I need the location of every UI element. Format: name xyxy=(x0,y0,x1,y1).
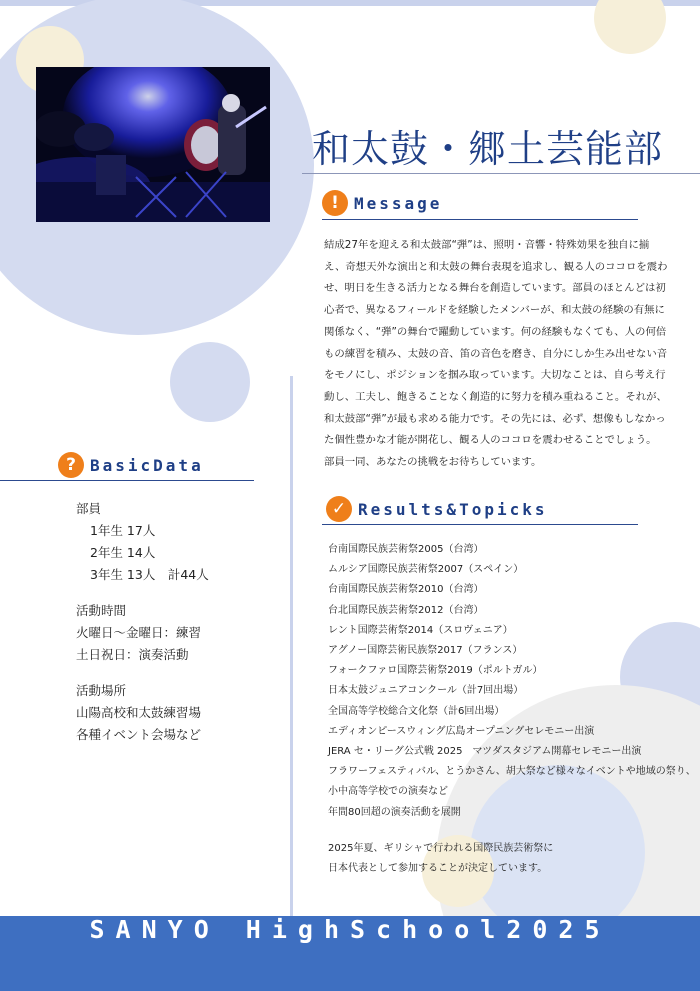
performance-photo xyxy=(36,67,270,222)
result-item: ムルシア国際民族芸術祭2007（スペイン） xyxy=(328,564,524,576)
result-item: 台北国際民族芸術祭2012（台湾） xyxy=(328,604,484,616)
results-spacer xyxy=(328,823,688,839)
result-item: エディオンピースウィング広島オープニングセレモニー出演 xyxy=(328,725,595,737)
result-item: 小中高等学校での演奏など xyxy=(328,786,448,798)
message-divider xyxy=(322,219,638,220)
message-label: Message xyxy=(354,193,443,213)
result-item: 年間80回超の演奏活動を展開 xyxy=(328,806,461,818)
question-icon: ? xyxy=(58,452,84,478)
place-practice-hall: 山陽高校和太鼓練習場 xyxy=(76,705,202,720)
page-title: 和太鼓・郷土芸能部 xyxy=(312,127,664,171)
result-note-line: 日本代表として参加することが決定しています。 xyxy=(328,863,548,875)
title-divider xyxy=(302,173,700,174)
basic-data-label: BasicData xyxy=(90,455,204,475)
result-note-line: 2025年夏、ギリシャで行われる国際民族芸術祭に xyxy=(328,842,554,854)
results-list xyxy=(328,540,696,879)
activity-time-group xyxy=(76,600,209,666)
result-item: レント国際芸術祭2014（スロヴェニア） xyxy=(328,624,513,636)
result-item: アグノー国際芸術民族祭2017（フランス） xyxy=(328,645,523,657)
results-divider xyxy=(322,524,638,525)
grade-3-count: 3年生 13人 計44人 xyxy=(90,567,209,582)
result-item: 日本太鼓ジュニアコンクール（計7回出場） xyxy=(328,685,524,697)
column-divider xyxy=(290,376,293,916)
decor-circle-small xyxy=(170,342,250,422)
members-group xyxy=(76,498,209,586)
grade-1-count: 1年生 17人 xyxy=(90,523,156,538)
activity-place-label: 活動場所 xyxy=(76,683,127,698)
basic-data-heading xyxy=(58,452,204,478)
members-label: 部員 xyxy=(76,501,102,516)
result-item: JERA セ・リーグ公式戦 2025 マツダスタジアム開幕セレモニー出演 xyxy=(328,746,642,758)
grade-2-count: 2年生 14人 xyxy=(90,545,156,560)
footer-text: SANYO HighSchool2025 xyxy=(89,915,611,944)
result-item: フォークファロ国際芸術祭2019（ポルトガル） xyxy=(328,665,543,677)
results-heading xyxy=(326,496,548,522)
result-item: 台南国際民族芸術祭2010（台湾） xyxy=(328,584,484,596)
result-item: 台南国際民族芸術祭2005（台湾） xyxy=(328,544,484,555)
basic-data-divider xyxy=(0,480,254,481)
decor-circle-cream-right xyxy=(594,0,666,54)
result-item: フラワーフェスティバル、とうかさん、胡大祭など様々なイベントや地域の祭り、 xyxy=(328,766,696,778)
result-item: 全国高等学校総合文化祭（計6回出場） xyxy=(328,705,505,717)
place-events: 各種イベント会場など xyxy=(76,727,202,742)
weekday-schedule: 火曜日～金曜日：練習 xyxy=(76,625,202,640)
results-label: Results&Topicks xyxy=(358,499,548,519)
message-closing: 部員一同、あなたの挑戦をお待ちしています。 xyxy=(324,456,542,469)
weekend-schedule: 土日祝日：演奏活動 xyxy=(76,647,189,662)
checkmark-icon: ✓ xyxy=(326,496,352,522)
exclamation-icon: ! xyxy=(322,190,348,216)
message-body xyxy=(324,235,669,474)
activity-time-label: 活動時間 xyxy=(76,603,127,618)
activity-place-group xyxy=(76,680,209,746)
drum-stage-image xyxy=(36,67,270,222)
basic-data-body xyxy=(76,498,209,760)
message-heading xyxy=(322,190,442,216)
message-paragraph: 結成27年を迎える和太鼓部“弾”は、照明・音響・特殊効果を独自に揃え、奇想天外な演出と和太鼓の舞台表現を追求し、観る人のココロを震わせ、明日を生きる活力となる舞台を創造しています。部員のほとんどは初心者で、異なるフィールドを経験したメンバーが、和太鼓の経験の有無に関係なく、“弾”の舞台で躍動しています。何の経験もなくても、人の何倍もの練習を積み、太鼓の音、笛の音色を磨き、自分にしか生み出せない音をモノにし、ポジションを掴み取っています。大切なことは、自ら考え行動し、工夫し、飽きることなく創造的に努力を積み重ねること。それが、和太鼓部“弾”が最も求める能力です。その先には、必ず、想像もしなかった個性豊かな才能が開花し、観る人のココロを震わせることでしょう。 xyxy=(324,239,668,447)
